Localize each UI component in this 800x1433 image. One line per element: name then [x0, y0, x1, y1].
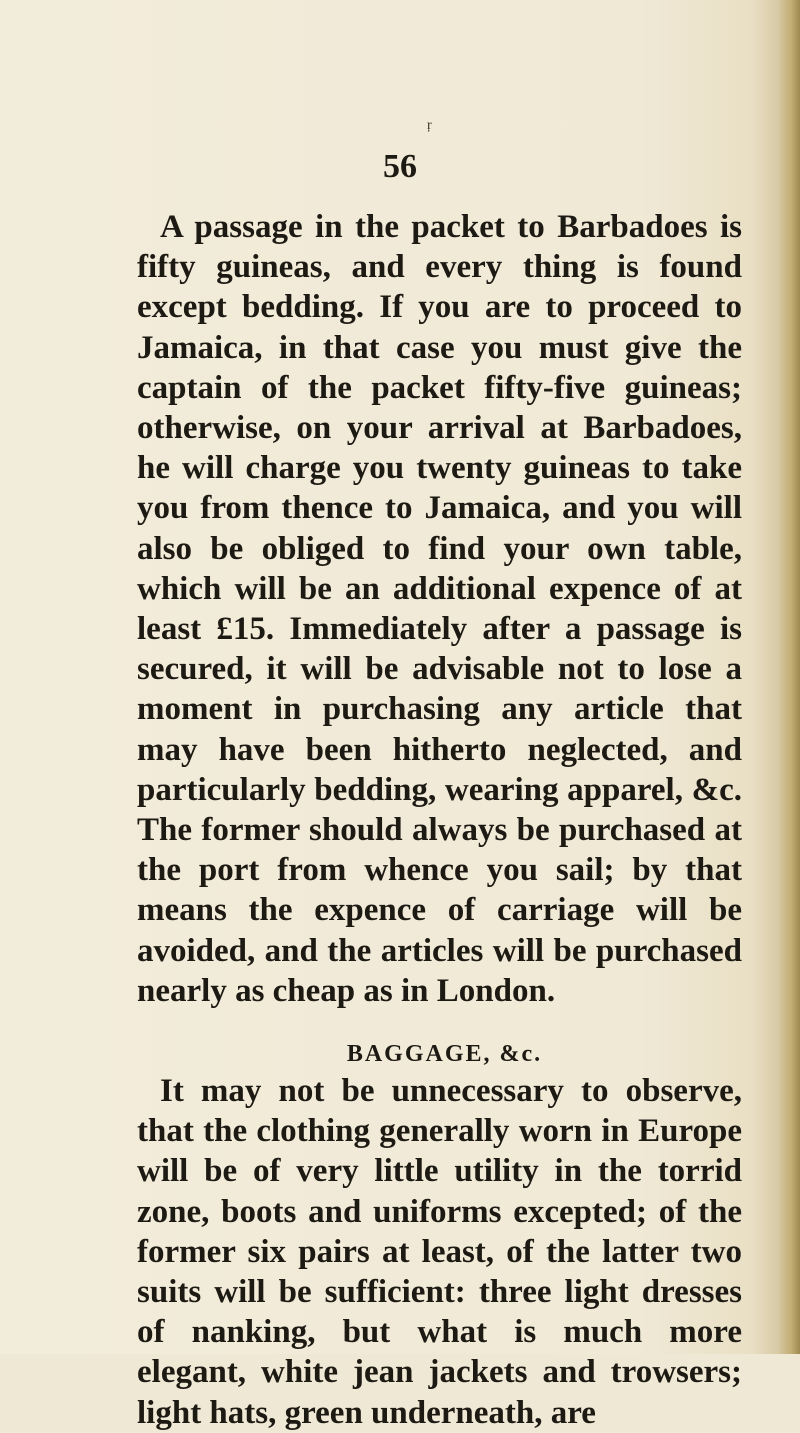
paragraph-passage: A passage in the packet to Barbadoes is fifty guineas, and every thing is found except bedding. If you are to proceed to Jamaica, in that case you must give the captain of the packet fifty-five guineas; otherwise, on your arrival at Barbadoes, he will charge you twenty guineas to take you from thence to Jamaica, and you will also be obliged to find your own table, which will be an additional expence of at least £15. Immediately after a passage is secured, it will be advisable not to lose a moment in purchasing any article that may have been hitherto neglected, and particularly bedding, wearing apparel, &c. The former should always be purchased at the port from whence you sail; by that means the expence of carriage will be avoided, and the articles will be purchased nearly as cheap as in London. [137, 209, 742, 1009]
paragraph-baggage: It may not be unnecessary to observe, that the clothing generally worn in Europe will be of very little utility in the torrid zone, boots and uniforms excepted; of the former six pairs at least, of the latter two suits will be sufficient: three light dresses of nanking, but what is much more elegant, white jean jackets and trowsers; light hats, green underneath, are [137, 1073, 742, 1431]
section-heading: BAGGAGE, &c. [346, 1041, 543, 1068]
page-number: 56 [383, 148, 417, 185]
body-text [137, 207, 742, 1433]
printer-mark: ŗ [427, 118, 432, 133]
page-edge-shadow [778, 0, 800, 1354]
